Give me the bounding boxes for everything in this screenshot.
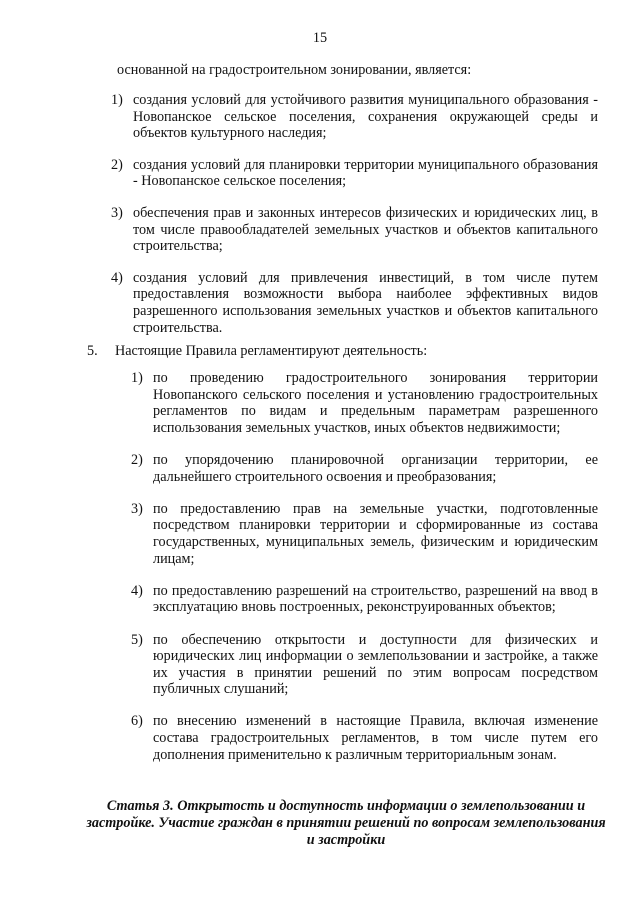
list-item-text: по внесению изменений в настоящие Правила, включая изменение состава градостроительных регламентов, в том числе путем его дополнения применительно к различным территориальным зонам. xyxy=(153,713,598,763)
list-item xyxy=(131,582,598,616)
list-item xyxy=(111,156,598,190)
list-item-number: 4) xyxy=(111,269,123,286)
article-heading: Статья 3. Открытость и доступность информации о землепользовании и застройке. Участие граждан в принятии решений по вопросам землепользования и застройки xyxy=(86,798,606,848)
list-item xyxy=(131,370,598,436)
list-item-number: 3) xyxy=(131,500,143,517)
list-item-number: 1) xyxy=(131,370,143,386)
page-number: 15 xyxy=(312,30,328,46)
list-item xyxy=(111,92,598,142)
list-item-text: по предоставлению прав на земельные участки, подготовленные посредством планировки территории и сформированные из состава государственных, муниципальных земель, физическим и юридическим лицам; xyxy=(153,500,598,567)
list-item-number: 1) xyxy=(111,92,123,108)
section-number: 5. xyxy=(87,343,98,359)
list-item-number: 2) xyxy=(111,156,123,173)
list-item-number: 4) xyxy=(131,582,143,599)
activities-list xyxy=(131,370,598,779)
list-item xyxy=(111,269,598,336)
list-item xyxy=(131,631,598,698)
list-item-text: создания условий для планировки территории муниципального образования - Новопанское сельское поселения; xyxy=(133,156,598,190)
list-item xyxy=(131,451,598,485)
list-item-number: 2) xyxy=(131,451,143,468)
list-item xyxy=(131,713,598,763)
list-item-number: 3) xyxy=(111,204,123,221)
list-item-number: 6) xyxy=(131,713,143,730)
list-item-text: создания условий для привлечения инвестиций, в том числе путем предоставления возможности выбора наиболее эффективных видов разрешенного использования земельных участков и объектов капитального строительства. xyxy=(133,269,598,336)
list-item-text: по обеспечению открытости и доступности для физических и юридических лиц информации о землепользовании и застройке, а также их участия в принятии решений по этим вопросам посредством публичных слушаний; xyxy=(153,631,598,698)
list-item-number: 5) xyxy=(131,631,143,648)
list-item-text: обеспечения прав и законных интересов физических и юридических лиц, в том числе правообладателей земельных участков и объектов капитального строительства; xyxy=(133,204,598,255)
list-item-text: по предоставлению разрешений на строительство, разрешений на ввод в эксплуатацию вновь построенных, реконструированных объектов; xyxy=(153,582,598,616)
list-item-text: создания условий для устойчивого развития муниципального образования - Новопанское сельское поселения, сохранения окружающей среды и объектов культурного наследия; xyxy=(133,92,598,142)
list-item xyxy=(131,500,598,567)
list-item-text: по проведению градостроительного зонирования территории Новопанского сельского поселения и установлению градостроительных регламентов по видам и предельным параметрам разрешенного использования земельных участков, иных объектов недвижимости; xyxy=(153,370,598,436)
section-text: Настоящие Правила регламентируют деятельность: xyxy=(115,343,428,359)
list-item xyxy=(111,204,598,255)
intro-text: основанной на градостроительном зонировании, является: xyxy=(117,62,472,78)
list-item-text: по упорядочению планировочной организации территории, ее дальнейшего строительного освоения и преобразования; xyxy=(153,451,598,485)
